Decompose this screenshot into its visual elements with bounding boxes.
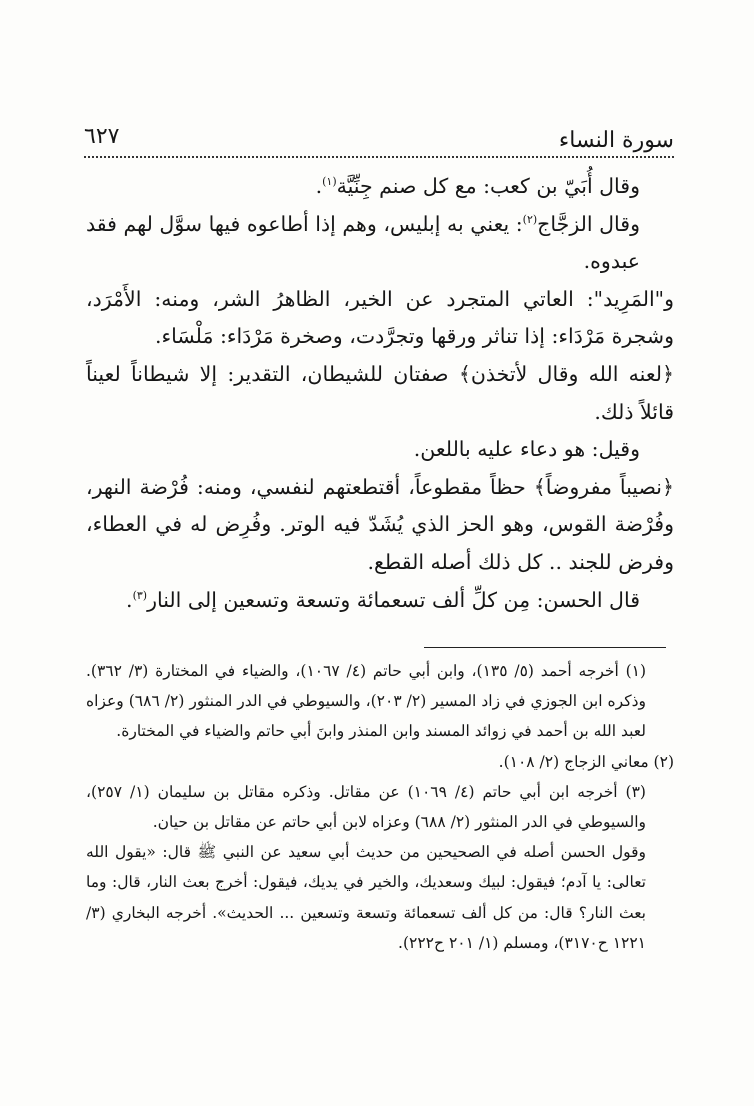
surah-title: سورة النساء [558, 128, 674, 153]
footnote-item: وقول الحسن أصله في الصحيحين من حديث أبي سعيد عن النبي ﷺ قال: «يقول الله تعالى: يا آدم؛ فيقول: لبيك وسعديك، والخير في يديك، فيقول: أخرج بعث النار، قال: وما بعث النار؟ قال: من كل ألف تسعمائة وتسعة وتسعين ... الحديث». أخرجه البخاري (٣/ ١٢٢١ ح٣١٧٠)، ومسلم (١/ ٢٠١ ح٢٢٢). [86, 843, 646, 952]
footnote-item: (١) أخرجه أحمد (٥/ ١٣٥)، وابن أبي حاتم (٤/ ١٠٦٧)، والضياء في المختارة (٣/ ٣٦٢). وذكره ابن الجوزي في زاد المسير (٢/ ٢٠٣)، والسيوطي في الدر المنثور (٢/ ٦٨٦) وعزاه لعبد الله بن أحمد في زوائد المسند وابن المنذر وابنَ أبي حاتم والضياء في المختارة. [86, 662, 647, 741]
footnote-item: (٣) أخرجه ابن أبي حاتم (٤/ ١٠٦٩) عن مقاتل. وذكره مقاتل بن سليمان (١/ ٢٥٧)، والسيوطي في الدر المنثور (٢/ ٦٨٨) وعزاه لابن أبي حاتم عن مقاتل بن حيان. [86, 782, 646, 832]
text-line: وقال أُبَيّ بن كعب: مع كل صنم جِنِّيَّة$^{(١)}$. [315, 174, 640, 198]
text-line: قال الحسن: مِن كلِّ ألف تسعمائة وتسعة وتسعين إلى النار$^{(٣)}$. [126, 587, 640, 612]
footnote-item: (٢) معاني الزجاج (٢/ ١٠٨). [498, 752, 674, 771]
footnotes [86, 656, 674, 958]
header-divider [84, 156, 674, 158]
page-header [84, 122, 674, 156]
text-line: وقال الزجَّاج$^{(٢)}$: يعني به إبليس، وهم إذا أطاعوه فيها سوَّل لهم فقد عبدوه. [86, 211, 640, 274]
footnote-ref[interactable]: (٣) [132, 588, 148, 602]
text-line: وقيل: هو دعاء عليه باللعن. [413, 437, 640, 462]
text-paragraph: ﴿نصيباً مفروضاً﴾ حظاً مقطوعاً، أقتطعتهم لنفسي، ومنه: فُرْضة النهر، وفُرْضة القوس، وهو الحز الذي يُشَدّ فيه الوتر. وفُرِض له في العطاء، وفرض للجند .. كل ذلك أصله القطع. [86, 474, 674, 574]
page-number: ٦٢٧ [84, 124, 120, 149]
main-text [86, 168, 674, 619]
footnote-ref[interactable]: (١) [322, 175, 337, 189]
footnote-ref[interactable]: (٢) [522, 212, 538, 226]
text-paragraph: ﴿لعنه الله وقال لأتخذن﴾ صفتان للشيطان، التقدير: إلا شيطاناً لعيناً قائلاً ذلك. [86, 361, 674, 424]
footnote-divider [424, 647, 666, 648]
text-paragraph: و"المَرِيد": العاتي المتجرد عن الخير، الظاهرُ الشر، ومنه: الأَمْرَد، وشجرة مَرْدَاء: إذا تناثر ورقها وتجرَّدت، وصخرة مَرْدَاء: مَلْسَاء. [86, 286, 674, 349]
